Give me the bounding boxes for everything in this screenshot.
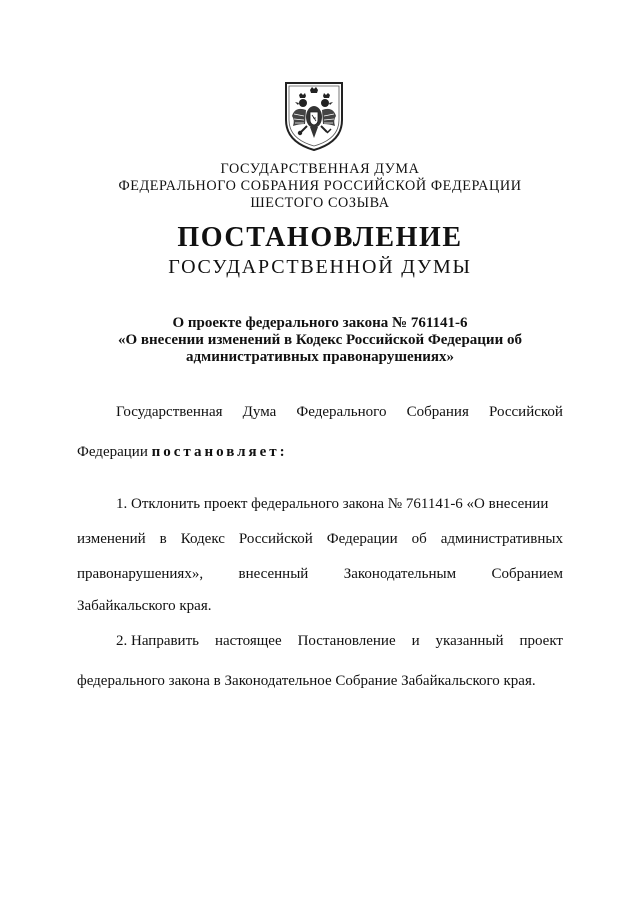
para1-word: внесенный xyxy=(238,566,309,582)
para2-word: указанный xyxy=(435,633,504,649)
para1-line-3 xyxy=(77,565,563,584)
para2-word: 2. Направить xyxy=(116,633,199,649)
preamble-line-2 xyxy=(77,443,563,462)
para1-word: Кодекс xyxy=(180,531,225,547)
org-line-2: ФЕДЕРАЛЬНОГО СОБРАНИЯ РОССИЙСКОЙ ФЕДЕРАЦИИ xyxy=(118,178,522,194)
para1-line-2 xyxy=(77,530,563,549)
para1-word: Российской xyxy=(238,531,313,547)
preamble-word: Государственная xyxy=(116,404,223,420)
para1-line-1: 1. Отклонить проект федерального закона № 761141-6 «О внесении xyxy=(116,496,549,512)
document-subtitle: ГОСУДАРСТВЕННОЙ ДУМЫ xyxy=(168,256,472,278)
para1-word: в xyxy=(159,531,167,547)
para1-word: Федерации xyxy=(326,531,398,547)
org-line-3: ШЕСТОГО СОЗЫВА xyxy=(250,195,390,211)
para2-word: и xyxy=(411,633,420,649)
para2-word: настоящее xyxy=(214,633,282,649)
preamble-verb: постановляет: xyxy=(151,444,288,460)
preamble-word: Российской xyxy=(489,404,563,420)
para1-word: об xyxy=(411,531,427,547)
para2-line-2: федерального закона в Законодательное Собрание Забайкальского края. xyxy=(77,673,536,689)
subject-line-2: «О внесении изменений в Кодекс Российской Федерации об xyxy=(118,332,522,348)
para1-word: Законодательным xyxy=(343,566,457,582)
coat-of-arms-emblem xyxy=(283,80,345,152)
preamble-word: Дума xyxy=(242,404,277,420)
para2-word: Постановление xyxy=(297,633,396,649)
para1-word: Собранием xyxy=(491,566,563,582)
preamble-line-1 xyxy=(116,403,563,422)
subject-line-3: административных правонарушениях» xyxy=(185,349,455,365)
para2-word: проект xyxy=(519,633,563,649)
document-title: ПОСТАНОВЛЕНИЕ xyxy=(177,222,463,253)
org-line-1: ГОСУДАРСТВЕННАЯ ДУМА xyxy=(220,161,420,177)
para1-line-4: Забайкальского края. xyxy=(77,598,212,614)
para1-word: административных xyxy=(440,531,563,547)
para2-line-1 xyxy=(116,632,563,651)
para1-word: правонарушениях», xyxy=(77,566,204,582)
subject-line-1: О проекте федерального закона № 761141-6 xyxy=(172,315,468,331)
preamble-word: Федерального xyxy=(296,404,387,420)
para1-word: изменений xyxy=(77,531,146,547)
preamble-federation: Федерации xyxy=(77,444,148,460)
preamble-word: Собрания xyxy=(406,404,469,420)
